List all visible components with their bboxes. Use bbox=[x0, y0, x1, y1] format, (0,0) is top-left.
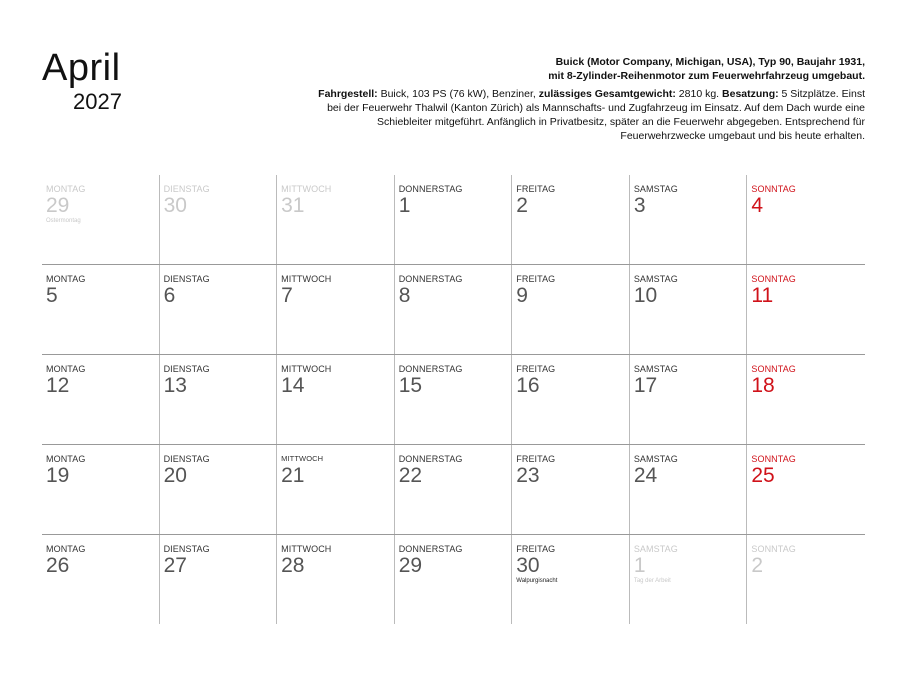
day-name: SAMSTAG bbox=[633, 544, 678, 554]
day-cell[interactable] bbox=[160, 265, 278, 354]
history-text: Einst bei der Feuerwehr Thalwil (Kanton Zürich) als Mannschafts- und Zugfahrzeug im Einsatz. Auf dem Dach wurde eine Schiebleiter mitgeführt. Anfänglich in Privatbesitz, später an die Feuerwehr abgegeben. Entsprechend für Feuerwehrzwecke umgebaut und bis heute erhalten. bbox=[327, 88, 865, 142]
day-number: 31 bbox=[281, 194, 305, 217]
day-cell[interactable] bbox=[747, 445, 865, 534]
day-cell[interactable] bbox=[42, 445, 160, 534]
day-number: 8 bbox=[398, 284, 411, 307]
day-cell[interactable] bbox=[395, 535, 513, 624]
day-cell[interactable] bbox=[277, 535, 395, 624]
year-label: 2027 bbox=[73, 89, 122, 114]
day-name: MITTWOCH bbox=[281, 184, 332, 194]
day-number: 16 bbox=[516, 374, 540, 397]
day-number: 18 bbox=[751, 374, 775, 397]
weight-text: 2810 kg. bbox=[675, 88, 723, 100]
day-cell[interactable] bbox=[395, 445, 513, 534]
week-row bbox=[42, 264, 865, 354]
day-number: 9 bbox=[516, 284, 528, 307]
week-row bbox=[42, 444, 865, 534]
vehicle-title-line1: Buick (Motor Company, Michigan, USA), Typ 90, Baujahr 1931, bbox=[555, 56, 865, 68]
day-cell[interactable] bbox=[42, 535, 160, 624]
day-number: 13 bbox=[163, 374, 187, 397]
day-cell[interactable] bbox=[160, 445, 278, 534]
day-name: DIENSTAG bbox=[163, 274, 210, 284]
day-name: DONNERSTAG bbox=[398, 544, 463, 554]
day-number: 15 bbox=[398, 374, 423, 397]
day-number: 1 bbox=[398, 194, 411, 217]
day-cell[interactable] bbox=[42, 355, 160, 444]
day-number: 24 bbox=[633, 464, 658, 487]
vehicle-description bbox=[305, 55, 865, 143]
day-name: MONTAG bbox=[46, 274, 86, 284]
day-cell[interactable] bbox=[277, 355, 395, 444]
day-name: MONTAG bbox=[46, 364, 86, 374]
chassis-label: Fahrgestell: bbox=[318, 88, 378, 100]
calendar-grid bbox=[42, 175, 865, 624]
day-number: 27 bbox=[163, 554, 187, 577]
holiday-note: Walpurgisnacht bbox=[516, 578, 558, 584]
vehicle-title-line2: mit 8-Zylinder-Reihenmotor zum Feuerwehrfahrzeug umgebaut. bbox=[548, 70, 865, 82]
day-name: DIENSTAG bbox=[163, 454, 210, 464]
day-cell[interactable] bbox=[160, 175, 278, 264]
day-number: 29 bbox=[46, 194, 70, 217]
day-name: SAMSTAG bbox=[633, 364, 678, 374]
holiday-note: Tag der Arbeit bbox=[633, 578, 671, 584]
day-name: MONTAG bbox=[46, 184, 86, 194]
day-name: DONNERSTAG bbox=[398, 184, 463, 194]
day-number: 11 bbox=[751, 284, 774, 307]
day-number: 4 bbox=[751, 194, 764, 217]
day-name: FREITAG bbox=[516, 544, 556, 554]
day-number: 25 bbox=[751, 464, 775, 487]
day-name: DONNERSTAG bbox=[398, 364, 463, 374]
day-cell[interactable] bbox=[747, 355, 865, 444]
day-name: FREITAG bbox=[516, 454, 556, 464]
day-number: 2 bbox=[751, 554, 764, 577]
day-cell[interactable] bbox=[277, 175, 395, 264]
day-cell[interactable] bbox=[630, 445, 748, 534]
day-cell[interactable] bbox=[512, 355, 630, 444]
day-name: SONNTAG bbox=[751, 364, 796, 374]
day-name: FREITAG bbox=[516, 184, 556, 194]
day-name: DIENSTAG bbox=[163, 364, 210, 374]
chassis-text: Buick, 103 PS (76 kW), Benziner, bbox=[377, 88, 539, 100]
day-cell[interactable] bbox=[277, 445, 395, 534]
month-title: April bbox=[42, 47, 121, 89]
day-number: 17 bbox=[633, 374, 658, 397]
day-number: 20 bbox=[163, 464, 187, 487]
day-name: MITTWOCH bbox=[281, 544, 332, 554]
vehicle-specs bbox=[305, 87, 865, 143]
day-number: 19 bbox=[46, 464, 70, 487]
day-cell[interactable] bbox=[277, 265, 395, 354]
day-name: FREITAG bbox=[516, 364, 556, 374]
day-cell[interactable] bbox=[630, 175, 748, 264]
day-cell[interactable] bbox=[42, 265, 160, 354]
day-cell[interactable] bbox=[512, 535, 630, 624]
day-cell[interactable] bbox=[747, 535, 865, 624]
day-name: DONNERSTAG bbox=[398, 274, 463, 284]
day-cell[interactable] bbox=[512, 265, 630, 354]
day-name: SONNTAG bbox=[751, 274, 796, 284]
day-number: 2 bbox=[516, 194, 528, 217]
day-cell[interactable] bbox=[395, 355, 513, 444]
day-number: 7 bbox=[281, 284, 293, 307]
day-name: SONNTAG bbox=[751, 184, 796, 194]
day-name: MONTAG bbox=[46, 544, 86, 554]
day-cell[interactable] bbox=[160, 535, 278, 624]
day-name: SAMSTAG bbox=[633, 184, 678, 194]
day-number: 10 bbox=[633, 284, 658, 307]
day-number: 21 bbox=[281, 464, 305, 487]
day-name: SONNTAG bbox=[751, 454, 796, 464]
day-cell[interactable] bbox=[630, 535, 748, 624]
day-number: 26 bbox=[46, 554, 70, 577]
day-number: 30 bbox=[516, 554, 540, 577]
day-cell[interactable] bbox=[395, 265, 513, 354]
week-row bbox=[42, 534, 865, 624]
day-cell[interactable] bbox=[747, 265, 865, 354]
day-cell[interactable] bbox=[747, 175, 865, 264]
day-name: FREITAG bbox=[516, 274, 556, 284]
day-number: 28 bbox=[281, 554, 305, 577]
day-cell[interactable] bbox=[512, 175, 630, 264]
day-cell[interactable] bbox=[395, 175, 513, 264]
day-name: MITTWOCH bbox=[281, 454, 324, 463]
week-row bbox=[42, 175, 865, 264]
day-name: SAMSTAG bbox=[633, 274, 678, 284]
day-number: 5 bbox=[46, 284, 58, 307]
day-name: SONNTAG bbox=[751, 544, 796, 554]
calendar-header bbox=[0, 0, 907, 160]
day-cell[interactable] bbox=[630, 265, 748, 354]
day-number: 3 bbox=[633, 194, 646, 217]
day-name: DIENSTAG bbox=[163, 184, 210, 194]
day-cell[interactable] bbox=[630, 355, 748, 444]
day-name: MITTWOCH bbox=[281, 274, 332, 284]
day-number: 12 bbox=[46, 374, 70, 397]
week-row bbox=[42, 354, 865, 444]
day-name: DIENSTAG bbox=[163, 544, 210, 554]
day-name: MONTAG bbox=[46, 454, 86, 464]
day-number: 23 bbox=[516, 464, 540, 487]
holiday-note: Ostermontag bbox=[46, 218, 81, 224]
day-cell[interactable] bbox=[160, 355, 278, 444]
weight-label: zulässiges Gesamtgewicht: bbox=[538, 88, 676, 100]
day-name: MITTWOCH bbox=[281, 364, 332, 374]
day-cell[interactable] bbox=[42, 175, 160, 264]
day-number: 14 bbox=[281, 374, 305, 397]
crew-label: Besatzung: bbox=[722, 88, 779, 100]
day-cell[interactable] bbox=[512, 445, 630, 534]
day-name: DONNERSTAG bbox=[398, 454, 463, 464]
vehicle-title bbox=[305, 55, 865, 83]
crew-text: 5 Sitzplätze. bbox=[778, 88, 839, 100]
day-name: SAMSTAG bbox=[633, 454, 678, 464]
day-number: 30 bbox=[163, 194, 187, 217]
day-number: 29 bbox=[398, 554, 423, 577]
day-number: 6 bbox=[163, 284, 176, 307]
day-number: 1 bbox=[633, 554, 646, 577]
day-number: 22 bbox=[398, 464, 423, 487]
